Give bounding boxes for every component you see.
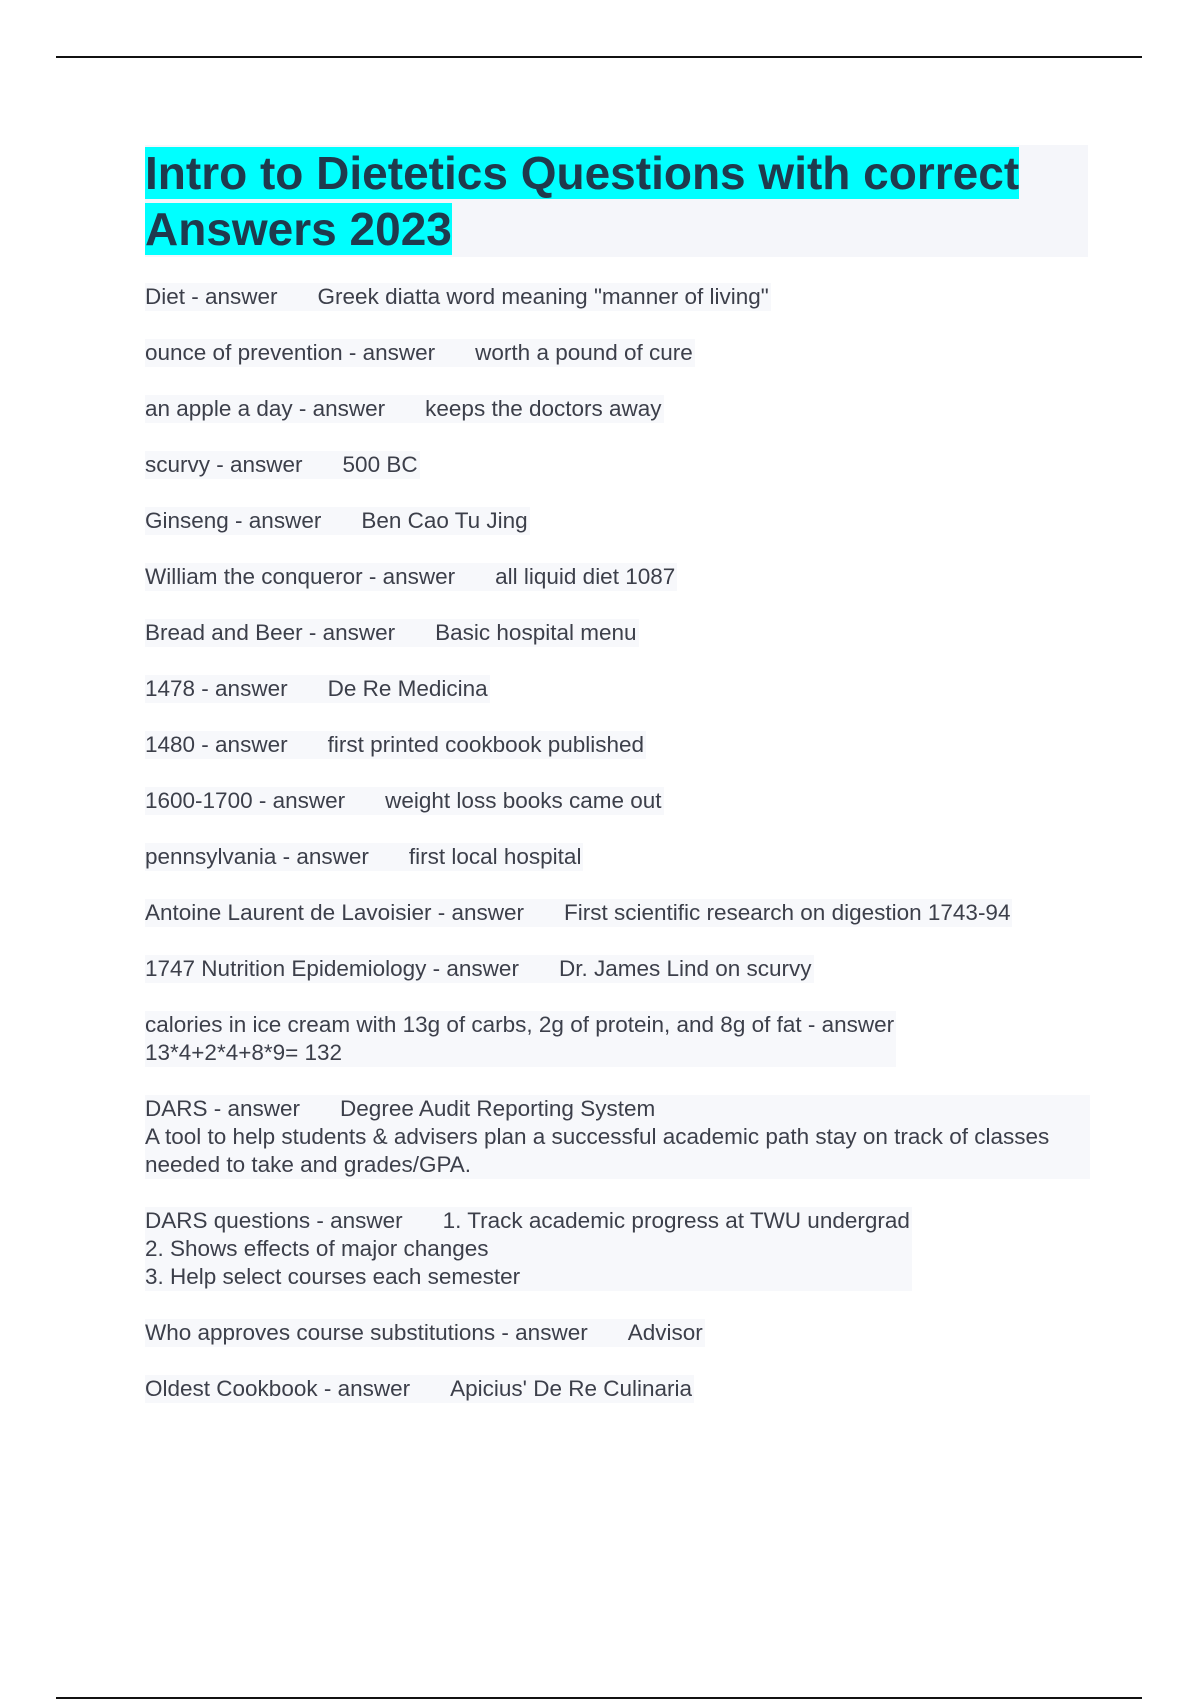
qa-answer: first printed cookbook published: [327, 732, 645, 757]
title-highlight: Intro to Dietetics Questions with correct Answers 2023: [145, 147, 1020, 255]
qa-item: [145, 563, 677, 591]
qa-answer: weight loss books came out: [385, 788, 662, 813]
qa-question: ounce of prevention - answer: [145, 340, 436, 365]
qa-answer: 500 BC: [342, 452, 418, 477]
qa-question: Oldest Cookbook - answer: [145, 1376, 411, 1401]
page-title: [145, 145, 1088, 257]
qa-item: [145, 339, 695, 367]
qa-question: Bread and Beer - answer: [145, 620, 396, 645]
qa-answer: Ben Cao Tu Jing: [361, 508, 528, 533]
qa-item: [145, 675, 490, 703]
qa-item: [145, 787, 664, 815]
qa-answer: Greek diatta word meaning "manner of living": [317, 284, 769, 309]
qa-answer: Advisor: [627, 1320, 703, 1345]
qa-item: [145, 899, 1012, 927]
qa-item: [145, 955, 814, 983]
qa-question: DARS - answer: [145, 1096, 301, 1121]
qa-item: [145, 1207, 912, 1291]
top-rule: [56, 56, 1142, 58]
qa-question: Diet - answer: [145, 284, 278, 309]
qa-answer: Degree Audit Reporting System A tool to help students & advisers plan a successful academic path stay on track of classes needed to take and grades/GPA.: [145, 1096, 1050, 1177]
qa-answer: De Re Medicina: [327, 676, 488, 701]
bottom-rule: [56, 1697, 1142, 1699]
qa-question: Ginseng - answer: [145, 508, 322, 533]
qa-item: [145, 283, 771, 311]
qa-question: scurvy - answer: [145, 452, 303, 477]
title-block: [145, 145, 1088, 257]
qa-answer: First scientific research on digestion 1743-94: [563, 900, 1011, 925]
qa-item: [145, 619, 639, 647]
qa-question: pennsylvania - answer: [145, 844, 369, 869]
qa-answer: keeps the doctors away: [425, 396, 662, 421]
qa-item: [145, 1011, 896, 1067]
qa-answer: 1. Track academic progress at TWU undergrad 2. Shows effects of major changes 3. Help select courses each semester: [145, 1208, 910, 1289]
qa-answer: 13*4+2*4+8*9= 132: [145, 1040, 343, 1065]
qa-item: [145, 451, 420, 479]
qa-answer: worth a pound of cure: [475, 340, 693, 365]
qa-answer: Apicius' De Re Culinaria: [450, 1376, 693, 1401]
qa-item: [145, 507, 530, 535]
qa-question: 1480 - answer: [145, 732, 288, 757]
qa-answer: first local hospital: [408, 844, 582, 869]
qa-answer: all liquid diet 1087: [495, 564, 676, 589]
qa-answer: Basic hospital menu: [435, 620, 637, 645]
qa-item: [145, 843, 583, 871]
qa-question: calories in ice cream with 13g of carbs, 2g of protein, and 8g of fat - answer: [145, 1012, 895, 1037]
qa-answer: Dr. James Lind on scurvy: [558, 956, 812, 981]
document-body: [145, 145, 1090, 1431]
qa-item: [145, 1095, 1090, 1179]
qa-item: [145, 395, 664, 423]
qa-question: Antoine Laurent de Lavoisier - answer: [145, 900, 524, 925]
qa-question: DARS questions - answer: [145, 1208, 403, 1233]
qa-item: [145, 1319, 705, 1347]
qa-item: [145, 1375, 694, 1403]
qa-question: 1600-1700 - answer: [145, 788, 346, 813]
qa-question: William the conqueror - answer: [145, 564, 456, 589]
qa-question: an apple a day - answer: [145, 396, 386, 421]
qa-question: Who approves course substitutions - answer: [145, 1320, 588, 1345]
qa-question: 1747 Nutrition Epidemiology - answer: [145, 956, 519, 981]
qa-question: 1478 - answer: [145, 676, 288, 701]
qa-item: [145, 731, 646, 759]
